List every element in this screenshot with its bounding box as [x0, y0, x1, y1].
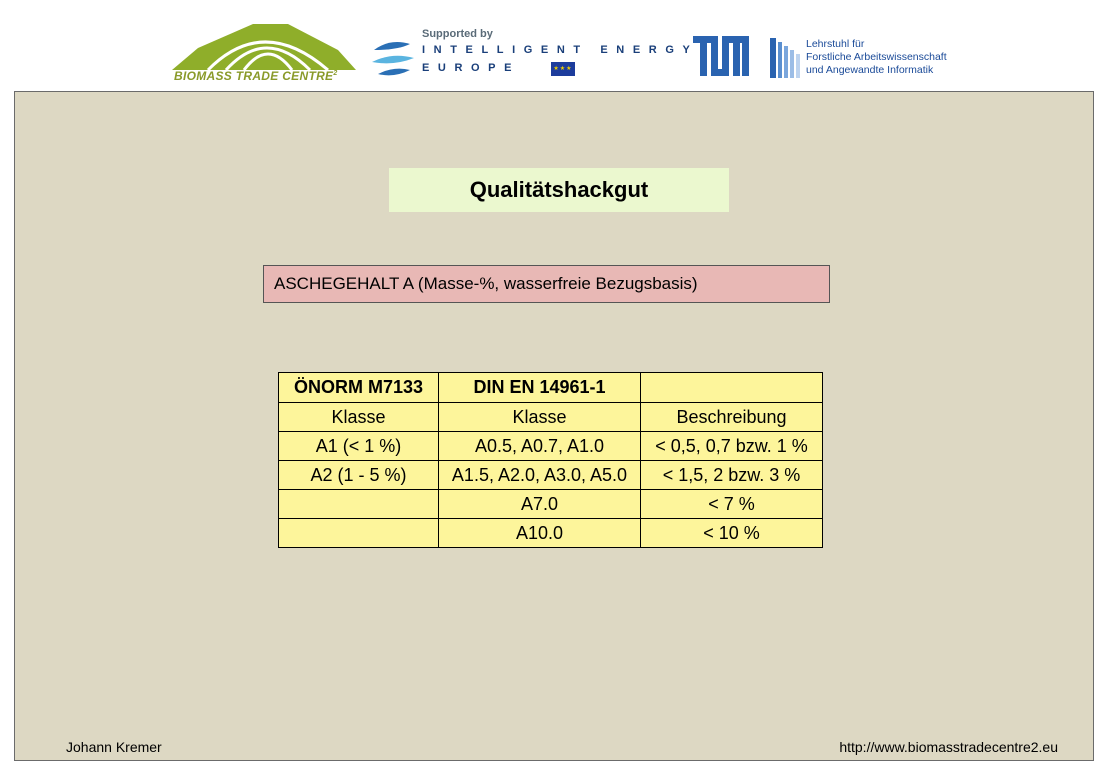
ash-content-table: [278, 372, 823, 548]
table-header-cell: ÖNORM M7133: [279, 373, 439, 403]
table-cell: < 0,5, 0,7 bzw. 1 %: [641, 432, 823, 461]
table-cell: A1 (< 1 %): [279, 432, 439, 461]
table-cell: < 1,5, 2 bzw. 3 %: [641, 461, 823, 490]
lehrstuhl-logo: [770, 38, 960, 80]
table-cell: < 10 %: [641, 519, 823, 548]
eu-flag-icon: ★★★: [551, 62, 575, 76]
footer-author: Johann Kremer: [66, 739, 162, 755]
lehrstuhl-line2: Forstliche Arbeitswissenschaft: [806, 51, 947, 63]
table-cell: Klasse: [279, 403, 439, 432]
table-row: [279, 519, 823, 548]
table-cell: A10.0: [439, 519, 641, 548]
table-header-cell: DIN EN 14961-1: [439, 373, 641, 403]
tum-logo: [693, 36, 749, 76]
lehrstuhl-line3: und Angewandte Informatik: [806, 64, 934, 76]
lehrstuhl-bars-icon: [770, 38, 800, 78]
btc-logo-text: BIOMASS TRADE CENTRE: [174, 69, 334, 83]
iee-line2: EUROPE: [422, 62, 521, 74]
btc-dome-icon: [168, 20, 360, 72]
iee-line1: INTELLIGENT ENERGY: [422, 44, 699, 56]
table-cell: A7.0: [439, 490, 641, 519]
table-cell: Beschreibung: [641, 403, 823, 432]
iee-swirl-icon: [370, 36, 416, 80]
table-row: [279, 403, 823, 432]
table-row: [279, 490, 823, 519]
slide-panel: [14, 91, 1094, 761]
slide-title: Qualitätshackgut: [389, 168, 729, 212]
table-cell: Klasse: [439, 403, 641, 432]
table-cell: A0.5, A0.7, A1.0: [439, 432, 641, 461]
intelligent-energy-europe-logo: [370, 28, 699, 82]
lehrstuhl-line1: Lehrstuhl für: [806, 38, 865, 50]
tum-icon: [693, 36, 749, 76]
table-cell: < 7 %: [641, 490, 823, 519]
btc-logo-sup: 2: [333, 70, 338, 77]
table-header-row: [279, 373, 823, 403]
footer-url[interactable]: http://www.biomasstradecentre2.eu: [839, 739, 1058, 755]
biomass-trade-centre-logo: [168, 20, 360, 90]
table-cell: A2 (1 - 5 %): [279, 461, 439, 490]
table-cell: [279, 519, 439, 548]
table-cell: [279, 490, 439, 519]
iee-supported-text: Supported by: [422, 28, 493, 40]
table-row: [279, 432, 823, 461]
table-cell: A1.5, A2.0, A3.0, A5.0: [439, 461, 641, 490]
table-header-cell: [641, 373, 823, 403]
slide-subtitle: ASCHEGEHALT A (Masse-%, wasserfreie Bezugsbasis): [263, 265, 830, 303]
table-row: [279, 461, 823, 490]
